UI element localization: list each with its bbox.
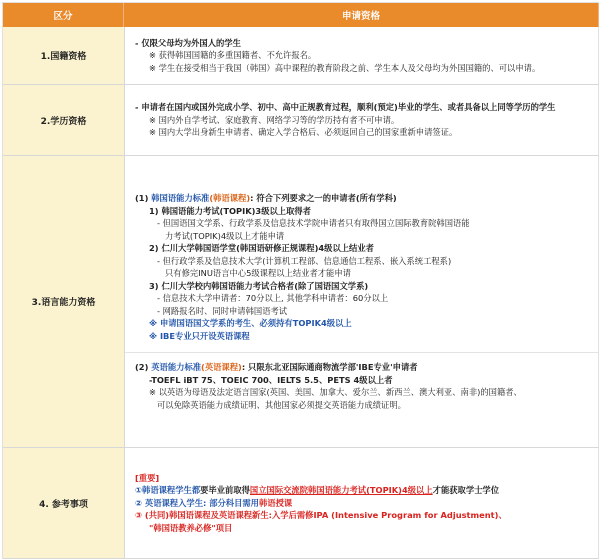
korean-item-3-line-2: - 网路报名时、同时申请韩国语考试 (157, 305, 288, 316)
nationality-line-1: - 仅限父母均为外国人的学生 (135, 37, 241, 48)
education-line-1: - 申请者在国内或国外完成小学、初中、高中正规教育过程，顺利(预定)毕业的学生、或者具备以上同等学历的学生 (135, 102, 556, 113)
table-header (3, 3, 599, 27)
korean-item-1-title: 1) 韩国语能力考试(TOPIK)3级以上取得者 (149, 205, 311, 216)
note-2-highlight: 韩语授课 (258, 497, 293, 508)
nationality-line-3: ※ 学生在接受相当于我国（韩国）高中课程的教育阶段之前、学生本人及父母均为外国国籍的、可以申请。 (149, 62, 541, 73)
english-standard-title (135, 361, 592, 374)
content-reference (125, 448, 599, 558)
note-1-text: 要毕业前取得 (200, 485, 250, 496)
korean-title-prefix: (1) (135, 193, 152, 203)
korean-title-orange: (韩语课程) (209, 193, 251, 203)
reference-note-3-line-1: ③ (共同)韩国语课程及英语课程新生:入学后需修IPA (Intensive Program for Adjustment)、 (135, 510, 507, 521)
important-tag: [重要] (135, 472, 160, 483)
english-line-3: 可以免除英语能力成绩证明、其他国家必须提交英语能力成绩证明。 (157, 399, 406, 410)
note-1-suffix: 才能获取学士学位 (432, 485, 500, 496)
section-gap (125, 348, 598, 353)
korean-title-blue: 韩国语能力标准 (151, 193, 210, 203)
korean-standard-title (135, 192, 592, 205)
korean-title-suffix: : 符合下列要求之一的申请者(所有学科) (250, 193, 397, 203)
content-language (125, 156, 599, 447)
row-language (3, 156, 599, 448)
english-line-1: -TOEFL iBT 75、TOEIC 700、IELTS 5.5、PETS 4级以上者 (149, 374, 393, 385)
korean-item-2-line-2: 只有修完INU语言中心5级课程以上结业者才能申请 (165, 268, 351, 278)
english-title-prefix: (2) (135, 362, 152, 372)
korean-item-2-line-1: - 但行政学系及信息技术大学(计算机工程部、信息通信工程系、嵌入系统工程系) (157, 255, 452, 266)
note-1-highlight: 国立国际交流院韩国语能力考试(TOPIK)4级以上 (249, 485, 433, 496)
label-nationality: 1.国籍资格 (3, 27, 125, 84)
row-nationality (3, 27, 599, 85)
note-1-number: ① (135, 485, 143, 496)
korean-note-2: ※ IBE专业只开设英语课程 (149, 330, 250, 341)
label-reference: 4. 参考事项 (3, 448, 125, 558)
english-title-blue: 英语能力标准 (151, 362, 202, 372)
label-language: 3.语言能力资格 (3, 156, 125, 447)
education-line-2: ※ 国内外自学考试、家庭教育、网络学习等的学历持有者不可申请。 (149, 114, 400, 125)
reference-note-3-line-2: "韩国语教养必修"项目 (149, 522, 233, 533)
header-eligibility: 申请资格 (124, 3, 599, 27)
note-2-text: ② 英语课程入学生: 部分科目需用 (135, 497, 259, 508)
content-education (125, 85, 599, 155)
english-title-orange: (英语课程) (201, 362, 242, 372)
korean-item-3-line-1: - 信息技术大学申请者：70分以上, 其他学科申请者：60分以上 (157, 293, 389, 303)
english-line-2: ※ 以英语为母语及法定语言国家(英国、美国、加拿大、爱尔兰、新西兰、澳大利亚、南非)的国籍者、 (149, 387, 522, 397)
korean-note-1: ※ 申请国语国文学系的考生、必须持有TOPIK4级以上 (149, 318, 352, 328)
header-category: 区分 (3, 3, 124, 27)
label-education: 2.学历资格 (3, 85, 125, 155)
korean-item-2-title: 2) 仁川大学韩国语学堂(韩国语研修正规课程)4级以上结业者 (149, 243, 374, 253)
nationality-line-2: ※ 获得韩国国籍的多重国籍者、不允许报名。 (149, 50, 317, 61)
korean-item-3-title: 3) 仁川大学校内韩国语能力考试合格者(除了国语国文学系) (149, 280, 369, 291)
education-line-3: ※ 国内大学出身新生申请者、确定入学合格后、必须返回自己的国家重新申请签证。 (149, 127, 458, 138)
korean-item-1-line-1: - 但国语国文学系、行政学系及信息技术学院申请者只有取得国立国际教育院韩国语能 (157, 218, 470, 228)
reference-note-1 (135, 484, 592, 497)
content-nationality (125, 27, 599, 84)
reference-note-2 (135, 497, 592, 510)
row-education (3, 85, 599, 156)
korean-item-1-line-2: 力考试(TOPIK)4级以上才能申请 (165, 230, 285, 241)
note-1-subject: 韩语课程学生都 (142, 485, 201, 496)
english-title-suffix: : 只限东北亚国际通商物流学部'IBE专业'申请者 (241, 362, 418, 372)
eligibility-table (2, 2, 599, 559)
row-reference (3, 448, 599, 559)
